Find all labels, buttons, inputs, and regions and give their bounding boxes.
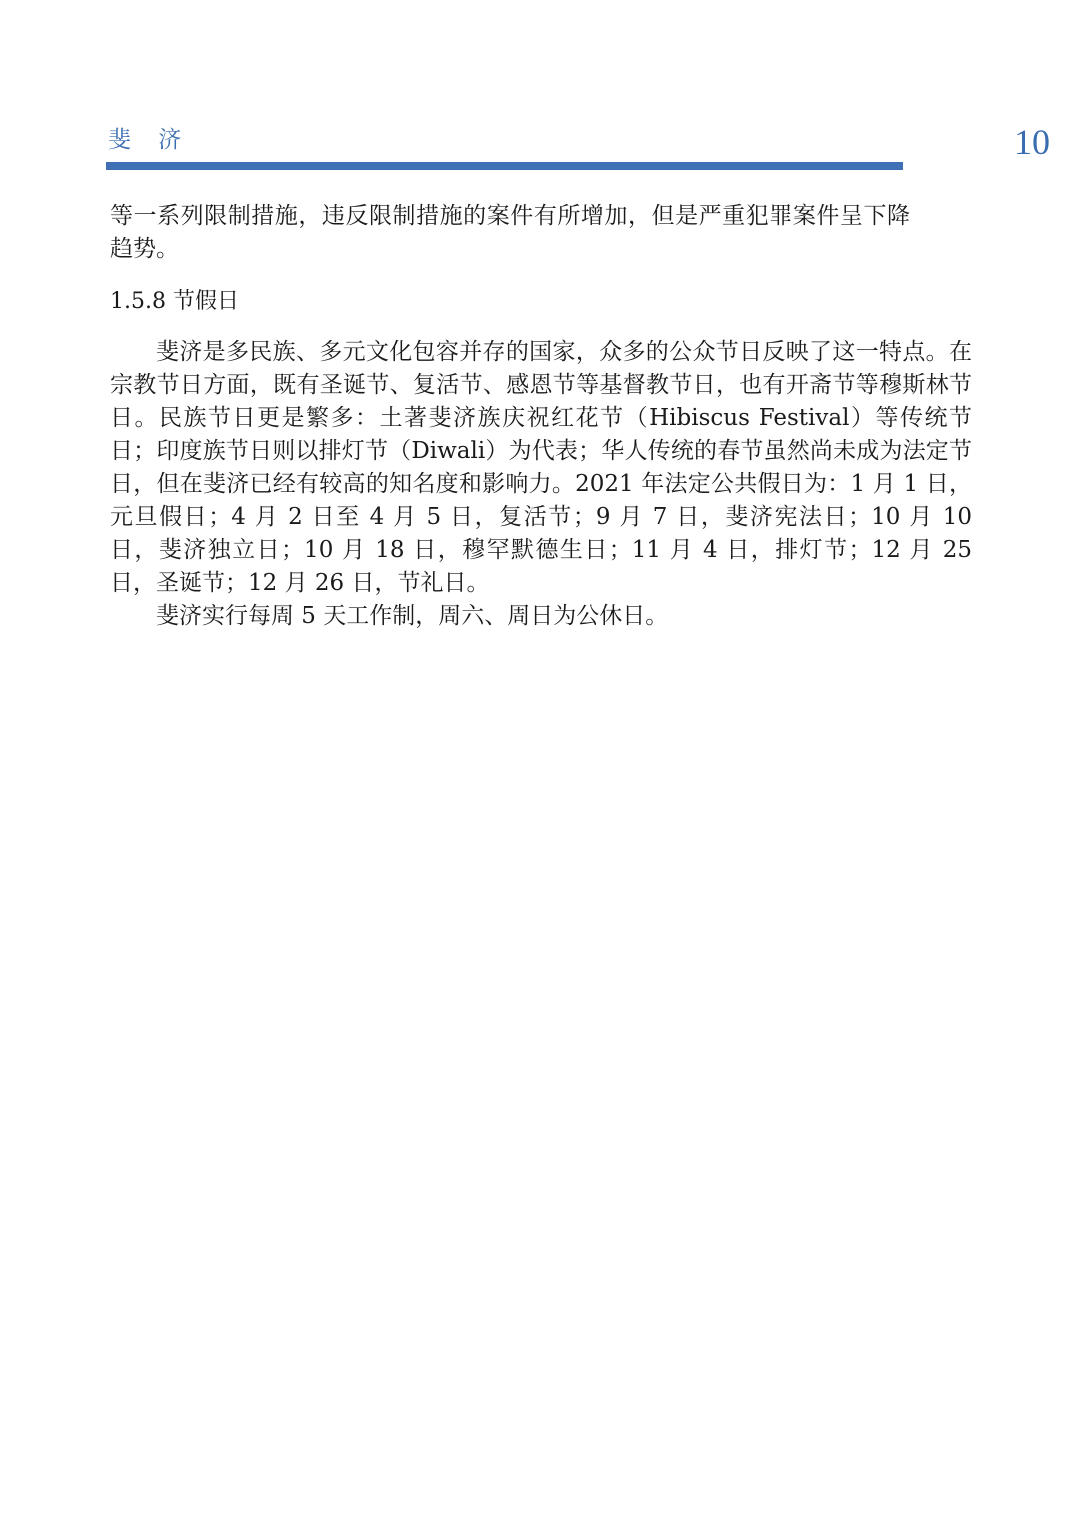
- body-paragraph: 斐济实行每周 5 天工作制，周六、周日为公休日。: [156, 603, 669, 629]
- body-paragraph: 斐济是多民族、多元文化包容并存的国家，众多的公众节日反映了这一特点。在宗教节日方面，既有圣诞节、复活节、感恩节等基督教节日，也有开斋节等穆斯林节日。民族节日更是繁多：土著斐济族庆祝红花节（Hibiscus Festival）等传统节日；印度族节日则以排灯节（Diwali）为代表；华人传统的春节虽然尚未成为法定节日，但在斐济已经有较高的知名度和影响力。2021 年法定公共假日为：1 月 1 日，元旦假日；4 月 2 日至 4 月 5 日，复活节；9 月 7 日，斐济宪法日；10 月 10 日，斐济独立日；10 月 18 日，穆罕默德生日；11 月 4 日，排灯节；12 月 25 日，圣诞节；12 月 26 日，节礼日。: [110, 339, 972, 596]
- page-number: 10: [1014, 122, 1050, 162]
- page-body: [110, 200, 972, 633]
- header-divider: [106, 162, 903, 170]
- section-heading: 1.5.8 节假日: [110, 289, 239, 314]
- running-header-title: 斐 济: [108, 127, 192, 153]
- continuation-paragraph: 等一系列限制措施，违反限制措施的案件有所增加，但是严重犯罪案件呈下降趋势。: [110, 203, 910, 262]
